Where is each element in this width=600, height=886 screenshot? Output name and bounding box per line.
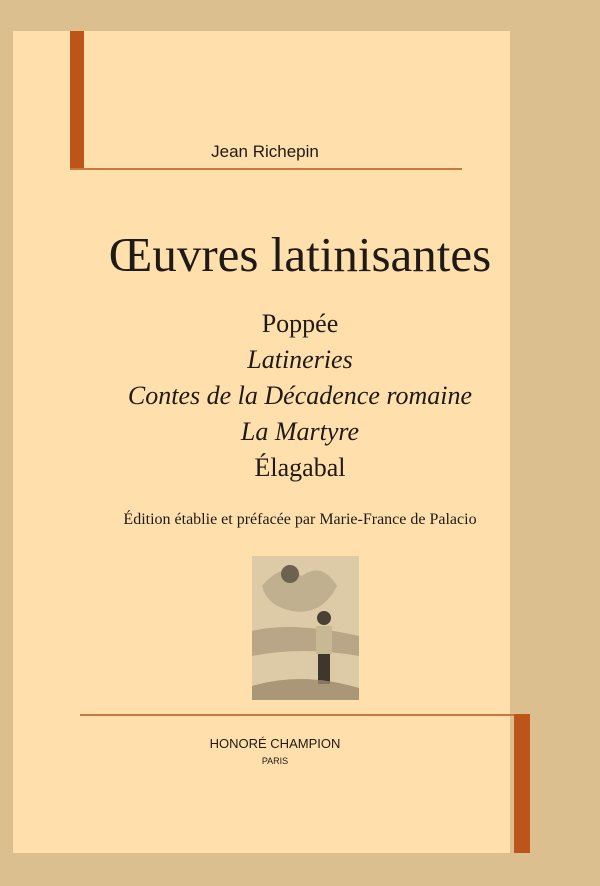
work-title: Élagabal — [254, 453, 346, 482]
work-title: Poppée — [261, 309, 339, 338]
work-title: Contes de la Décadence romaine — [127, 381, 473, 410]
work-title: La Martyre — [240, 417, 360, 446]
publisher-city: PARIS — [261, 756, 289, 766]
edition-credit: Édition établie et préfacée par Marie-France de Palacio — [123, 511, 477, 528]
work-title: Latineries — [247, 345, 353, 374]
bottom-rule — [80, 714, 530, 716]
author-name: Jean Richepin — [211, 142, 319, 161]
cover-illustration — [252, 556, 359, 700]
book-title: Œuvres latinisantes — [108, 227, 492, 282]
publisher-name: HONORÉ CHAMPION — [209, 736, 341, 751]
top-rule — [70, 168, 462, 170]
bottom-right-accent-bar — [514, 714, 530, 853]
